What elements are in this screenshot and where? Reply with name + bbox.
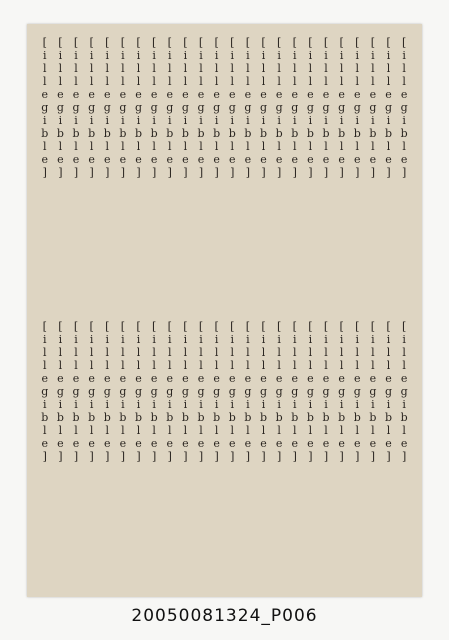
text-column: [illegible] — [194, 36, 208, 179]
text-column: [illegible] — [382, 320, 396, 463]
text-column: [illegible] — [178, 36, 192, 179]
text-column: [illegible] — [397, 36, 411, 179]
text-column: [illegible] — [116, 36, 130, 179]
text-column: [illegible] — [319, 320, 333, 463]
text-column: [illegible] — [38, 320, 52, 463]
text-column: [illegible] — [397, 320, 411, 463]
text-column: [illegible] — [303, 320, 317, 463]
text-column: [illegible] — [100, 320, 114, 463]
text-column: [illegible] — [53, 36, 67, 179]
text-column: [illegible] — [335, 320, 349, 463]
text-column: [illegible] — [319, 36, 333, 179]
text-column: [illegible] — [69, 36, 83, 179]
text-column: [illegible] — [350, 320, 364, 463]
text-column: [illegible] — [303, 36, 317, 179]
text-column: [illegible] — [366, 36, 380, 179]
text-column: [illegible] — [85, 320, 99, 463]
text-column: [illegible] — [225, 36, 239, 179]
text-column: [illegible] — [241, 320, 255, 463]
text-column: [illegible] — [210, 36, 224, 179]
text-column: [illegible] — [257, 320, 271, 463]
text-column: [illegible] — [38, 36, 52, 179]
text-column: [illegible] — [225, 320, 239, 463]
text-column: [illegible] — [163, 320, 177, 463]
text-column: [illegible] — [382, 36, 396, 179]
document-page — [27, 24, 422, 597]
text-column: [illegible] — [288, 320, 302, 463]
bottom-text-block — [37, 320, 412, 585]
text-column: [illegible] — [288, 36, 302, 179]
text-column: [illegible] — [257, 36, 271, 179]
text-column: [illegible] — [335, 36, 349, 179]
text-column: [illegible] — [132, 320, 146, 463]
top-text-block — [37, 36, 412, 298]
text-column: [illegible] — [366, 320, 380, 463]
text-column: [illegible] — [69, 320, 83, 463]
text-column: [illegible] — [163, 36, 177, 179]
text-column: [illegible] — [132, 36, 146, 179]
text-column: [illegible] — [147, 36, 161, 179]
image-id-caption: 20050081324_P006 — [131, 606, 318, 626]
text-column: [illegible] — [116, 320, 130, 463]
text-column: [illegible] — [53, 320, 67, 463]
text-column: [illegible] — [178, 320, 192, 463]
text-column: [illegible] — [100, 36, 114, 179]
text-column: [illegible] — [147, 320, 161, 463]
text-column: [illegible] — [350, 36, 364, 179]
text-column: [illegible] — [210, 320, 224, 463]
text-column: [illegible] — [241, 36, 255, 179]
text-column: [illegible] — [194, 320, 208, 463]
text-column: [illegible] — [272, 36, 286, 179]
text-column: [illegible] — [85, 36, 99, 179]
text-column: [illegible] — [272, 320, 286, 463]
